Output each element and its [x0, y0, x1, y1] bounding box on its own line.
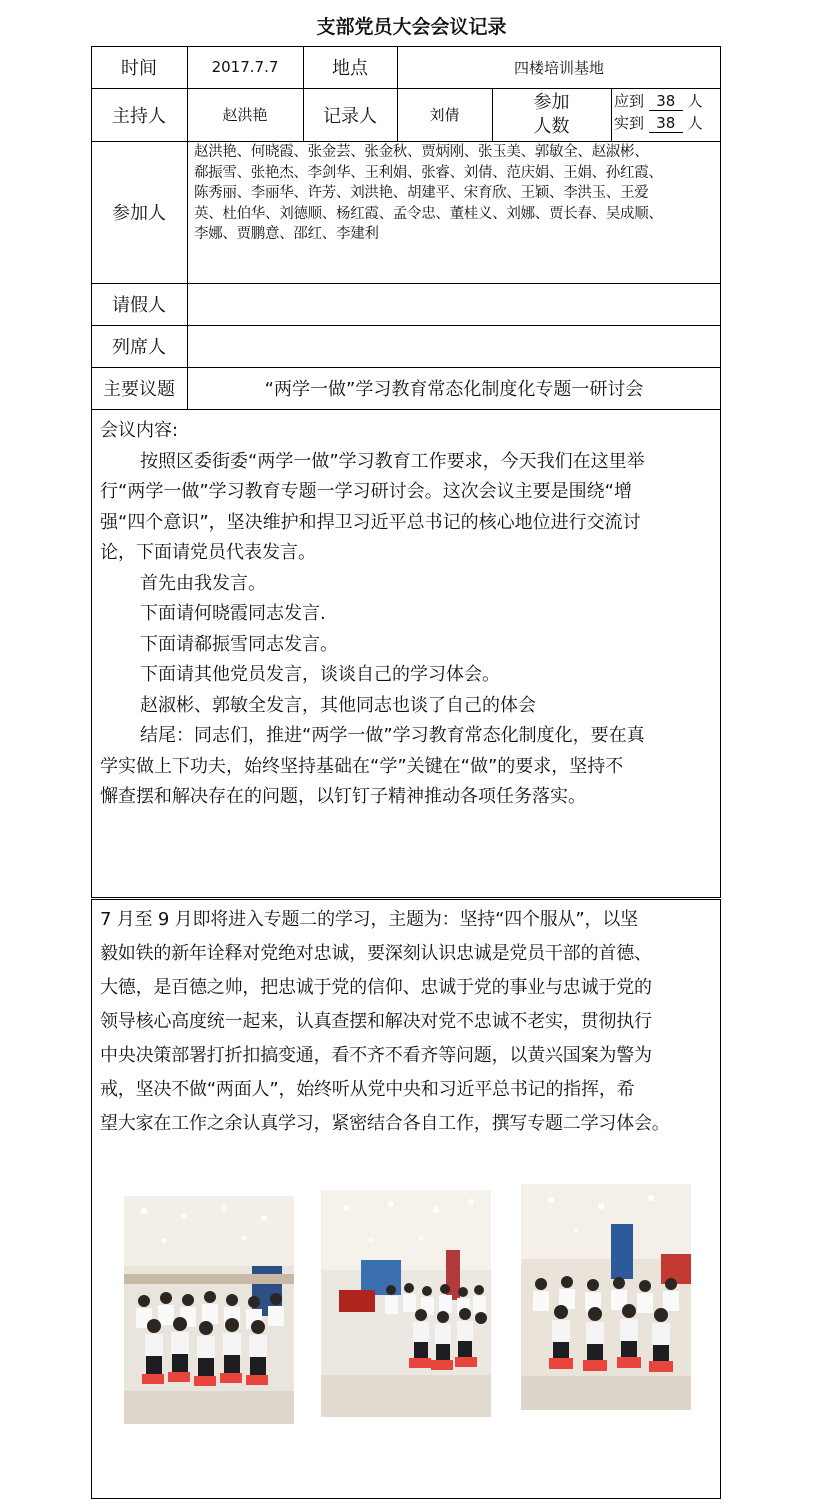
- attend-count-label-line1: 参加: [533, 91, 570, 113]
- study-notice: [100, 903, 720, 1141]
- attend-count-values: [612, 90, 720, 140]
- content-line: 赵淑彬、郭敏全发言，其他同志也谈了自己的体会: [140, 694, 536, 716]
- content-line: 强“四个意识”，坚决维护和捍卫习近平总书记的核心地位进行交流讨: [100, 511, 641, 533]
- content-heading: 会议内容:: [100, 420, 179, 441]
- notice-line: 望大家在工作之余认真学习，紧密结合各自工作，撰写专题二学习体会。: [100, 1113, 670, 1134]
- content-line: 懈查摆和解决存在的问题，以钉钉子精神推动各项任务落实。: [100, 786, 586, 807]
- content-line: 行“两学一做”学习教育专题一学习研讨会。这次会议主要是围绕“增: [100, 481, 632, 502]
- host-label: 主持人: [112, 105, 166, 127]
- guest-label: 列席人: [112, 337, 166, 358]
- attendees-line: 陈秀丽、李丽华、许芳、刘洪艳、胡建平、宋育欣、王颖、李洪玉、王爱: [194, 185, 649, 201]
- recorder-value: 刘倩: [429, 106, 460, 124]
- content-line: 结尾：同志们，推进“两学一做”学习教育常态化制度化，要在真: [140, 725, 645, 746]
- recorder-label: 记录人: [323, 105, 377, 127]
- content-line: 下面请何晓霞同志发言.: [140, 603, 326, 624]
- attendees-list: [194, 142, 716, 245]
- notice-line: 领导核心高度统一起来，认真查摆和解决对党不忠诚不老实，贯彻执行: [100, 1011, 652, 1032]
- actual-count: 实到 38 人: [614, 114, 703, 132]
- topic-label: 主要议题: [103, 379, 175, 400]
- leave-label: 请假人: [112, 295, 166, 316]
- content-line: 下面请郗振雪同志发言。: [140, 633, 338, 655]
- meeting-photo: [521, 1184, 691, 1410]
- content-line: 首先由我发言。: [140, 572, 266, 594]
- document-title: 支部党员大会会议记录: [316, 16, 507, 38]
- attend-count-label: [492, 88, 611, 141]
- attendees-label: 参加人: [112, 203, 166, 224]
- attendees-line: 李娜、贾鹏意、邵红、李建利: [194, 226, 379, 242]
- notice-line: 大德，是百德之帅，把忠诚于党的信仰、忠诚于党的事业与忠诚于党的: [100, 977, 652, 998]
- notice-line: 7 月至 9 月即将进入专题二的学习，主题为：坚持“四个服从”，以坚: [100, 909, 638, 930]
- topic-value: “两学一做”学习教育常态化制度化专题一研讨会: [264, 379, 644, 400]
- content-line: 论，下面请党员代表发言。: [100, 542, 316, 563]
- place-label: 地点: [332, 58, 368, 79]
- time-label: 时间: [121, 58, 157, 79]
- attend-count-label-line2: 人数: [533, 115, 570, 137]
- attendees-line: 郗振雪、张艳杰、李剑华、王利娟、张睿、刘倩、范庆娟、王娟、孙红霞、: [194, 164, 663, 181]
- place-value: 四楼培训基地: [513, 58, 604, 77]
- content-line: 学实做上下功夫，始终坚持基础在“学”关键在“做”的要求，坚持不: [100, 755, 624, 777]
- meeting-photo: [124, 1196, 294, 1424]
- notice-line: 中央决策部署打折扣搞变通，看不齐不看齐等问题，以黄兴国案为警为: [100, 1045, 652, 1066]
- meeting-photo: [321, 1190, 491, 1417]
- notice-line: 毅如铁的新年诠释对党绝对忠诚，要深刻认识忠诚是党员干部的首德、: [100, 943, 652, 964]
- content-line: 按照区委街委“两学一做”学习教育工作要求，今天我们在这里举: [140, 450, 645, 472]
- row-divider: [91, 409, 721, 410]
- time-value: 2017.7.7: [211, 58, 279, 76]
- host-value: 赵洪艳: [222, 106, 268, 124]
- meeting-content: [100, 416, 720, 813]
- content-line: 下面请其他党员发言，谈谈自己的学习体会。: [140, 664, 500, 685]
- attendees-line: 赵洪艳、何晓霞、张金芸、张金秋、贾炳刚、张玉美、郭敏全、赵淑彬、: [194, 144, 649, 160]
- expected-count: 应到 38 人: [614, 92, 703, 110]
- attendees-line: 英、杜伯华、刘德顺、杨红霞、孟令忠、董桂义、刘娜、贾长春、吴成顺、: [194, 205, 663, 222]
- notice-line: 戒，坚决不做“两面人”，始终听从党中央和习近平总书记的指挥，希: [100, 1079, 635, 1100]
